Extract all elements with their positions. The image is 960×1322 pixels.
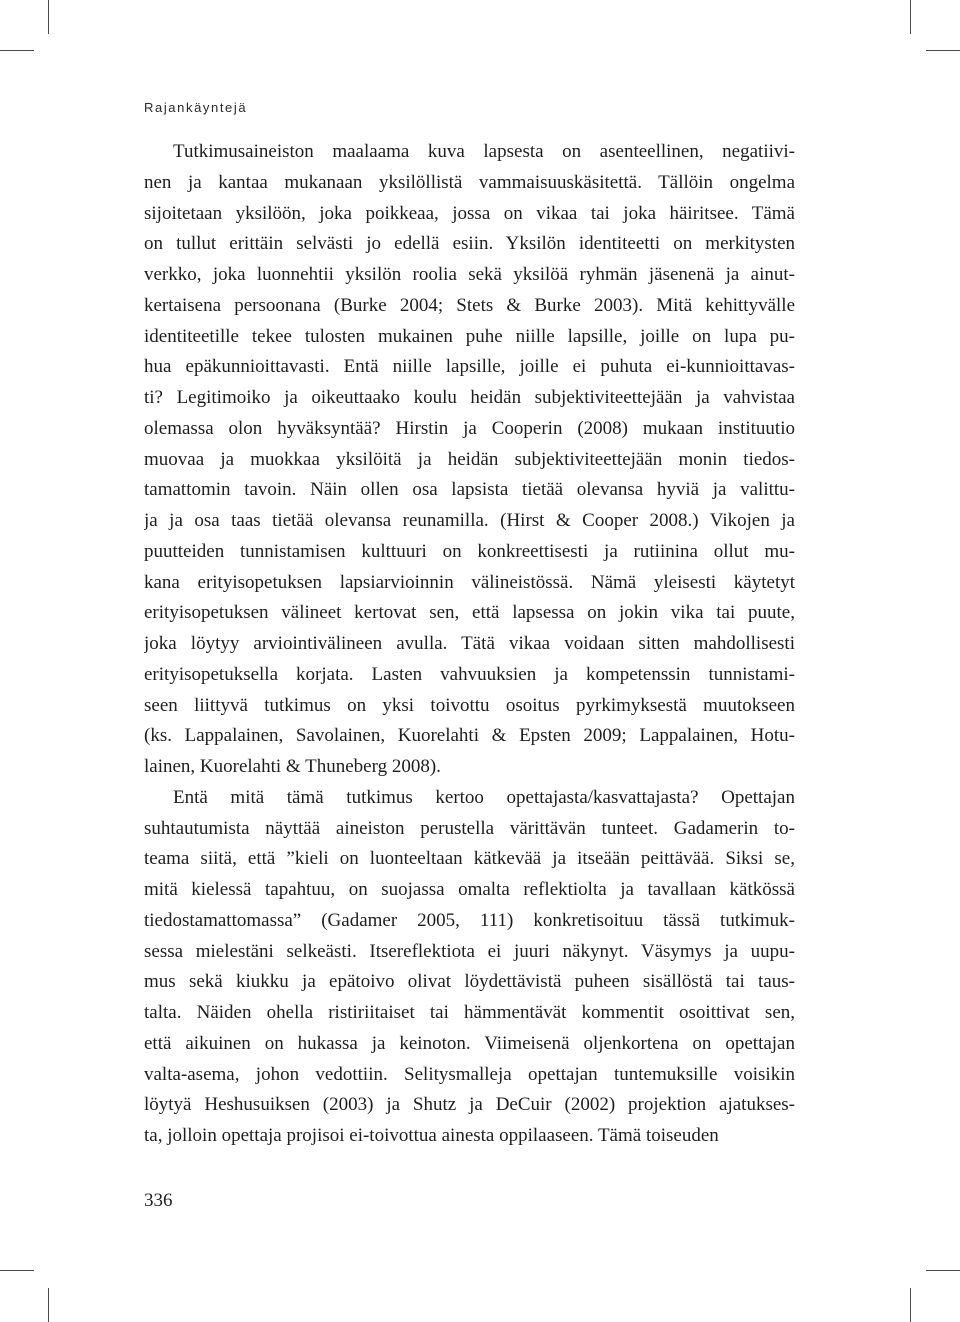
crop-mark-left-bottom <box>0 1270 34 1271</box>
text-line: seen liittyvä tutkimus on yksi toivottu osoitus pyrkimyksestä muutokseen <box>144 694 795 716</box>
text-line: sessa mielestäni selkeästi. Itsereflektiota ei juuri näkynyt. Väsymys ja uupu- <box>144 940 795 962</box>
page-number: 336 <box>144 1190 173 1211</box>
text-line: on tullut erittäin selvästi jo edellä esiin. Yksilön identiteetti on merkitysten <box>144 233 795 255</box>
text-line: suhtautumista näyttää aineiston perustella värittävän tunteet. Gadamerin to- <box>144 817 795 839</box>
crop-mark-right-bottom <box>926 1270 960 1271</box>
text-line: joka löytyy arviointivälineen avulla. Tätä vikaa voidaan sitten mahdollisesti <box>144 633 795 654</box>
paragraph-2 <box>144 783 795 1152</box>
text-line: mitä kielessä tapahtuu, on suojassa omalta reflektiolta ja tavallaan kätkössä <box>144 879 795 900</box>
text-line: (ks. Lappalainen, Savolainen, Kuorelahti & Epsten 2009; Lappalainen, Hotu- <box>144 725 795 747</box>
text-line: puutteiden tunnistamisen kulttuuri on konkreettisesti ja rutiinina ollut mu- <box>144 540 795 562</box>
text-line: kana erityisopetuksen lapsiarvioinnin välineistössä. Nämä yleisesti käytetyt <box>144 571 795 593</box>
text-line: kertaisena persoonana (Burke 2004; Stets & Burke 2003). Mitä kehittyvälle <box>144 294 795 316</box>
crop-mark-bottom-right <box>910 1288 911 1322</box>
text-line: Entä mitä tämä tutkimus kertoo opettajasta/kasvattajasta? Opettajan <box>173 786 795 808</box>
text-line: nen ja kantaa mukanaan yksilöllistä vammaisuuskäsitettä. Tällöin ongelma <box>144 171 795 193</box>
text-line: Tutkimusaineiston maalaama kuva lapsesta on asenteellinen, negatiivi- <box>173 141 795 162</box>
text-line: hua epäkunnioittavasti. Entä niille lapsille, joille ei puhuta ei-kunnioittavas- <box>144 356 795 378</box>
crop-mark-bottom-left <box>48 1288 49 1322</box>
text-line: löytyä Heshusuiksen (2003) ja Shutz ja DeCuir (2002) projektion ajatukses- <box>144 1094 795 1116</box>
paragraph-1 <box>144 137 795 783</box>
text-line: muovaa ja muokkaa yksilöitä ja heidän subjektiviteettejään monin tiedos- <box>144 448 795 470</box>
text-line: teama siitä, että ”kieli on luonteeltaan kätkevää ja itseään peittävää. Siksi se, <box>144 848 795 870</box>
text-line: ja ja osa taas tietää olevansa reunamilla. (Hirst & Cooper 2008.) Vikojen ja <box>144 510 795 531</box>
text-line: verkko, joka luonnehtii yksilön roolia sekä yksilöä ryhmän jäsenenä ja ainut- <box>144 264 795 285</box>
text-line: sijoitetaan yksilöön, joka poikkeaa, jossa on vikaa tai joka häiritsee. Tämä <box>144 202 795 224</box>
text-line: talta. Näiden ohella ristiriitaiset tai hämmentävät kommentit osoittivat sen, <box>144 1002 795 1023</box>
text-line: erityisopetuksen välineet kertovat sen, että lapsessa on jokin vika tai puute, <box>144 602 795 624</box>
text-line: ta, jolloin opettaja projisoi ei-toivottua ainesta oppilaaseen. Tämä toiseuden <box>144 1125 719 1146</box>
text-line: tamattomin tavoin. Näin ollen osa lapsista tietää olevansa hyviä ja valittu- <box>144 479 795 501</box>
text-line: olemassa olon hyväksyntää? Hirstin ja Cooperin (2008) mukaan instituutio <box>144 417 795 439</box>
body-text <box>144 137 795 1152</box>
text-line: että aikuinen on hukassa ja keinoton. Viimeisenä oljenkortena on opettajan <box>144 1032 795 1054</box>
crop-mark-top-right <box>910 0 911 34</box>
text-line: valta-asema, johon vedottiin. Selitysmalleja opettajan tuntemuksille voisikin <box>144 1063 795 1085</box>
crop-mark-left-top <box>0 50 34 51</box>
text-line: identiteetille tekee tulosten mukainen puhe niille lapsille, joille on lupa pu- <box>144 325 795 347</box>
text-line: tiedostamattomassa” (Gadamer 2005, 111) konkretisoituu tässä tutkimuk- <box>144 909 795 931</box>
text-line: mus sekä kiukku ja epätoivo olivat löydettävistä puheen sisällöstä tai taus- <box>144 971 795 993</box>
crop-mark-right-top <box>926 50 960 51</box>
text-line: lainen, Kuorelahti & Thuneberg 2008). <box>144 756 441 777</box>
text-line: ti? Legitimoiko ja oikeuttaako koulu heidän subjektiviteettejään ja vahvistaa <box>144 387 795 408</box>
running-header: Rajankäyntejä <box>144 100 248 115</box>
crop-mark-top-left <box>48 0 49 34</box>
text-line: erityisopetuksella korjata. Lasten vahvuuksien ja kompetenssin tunnistami- <box>144 663 795 685</box>
